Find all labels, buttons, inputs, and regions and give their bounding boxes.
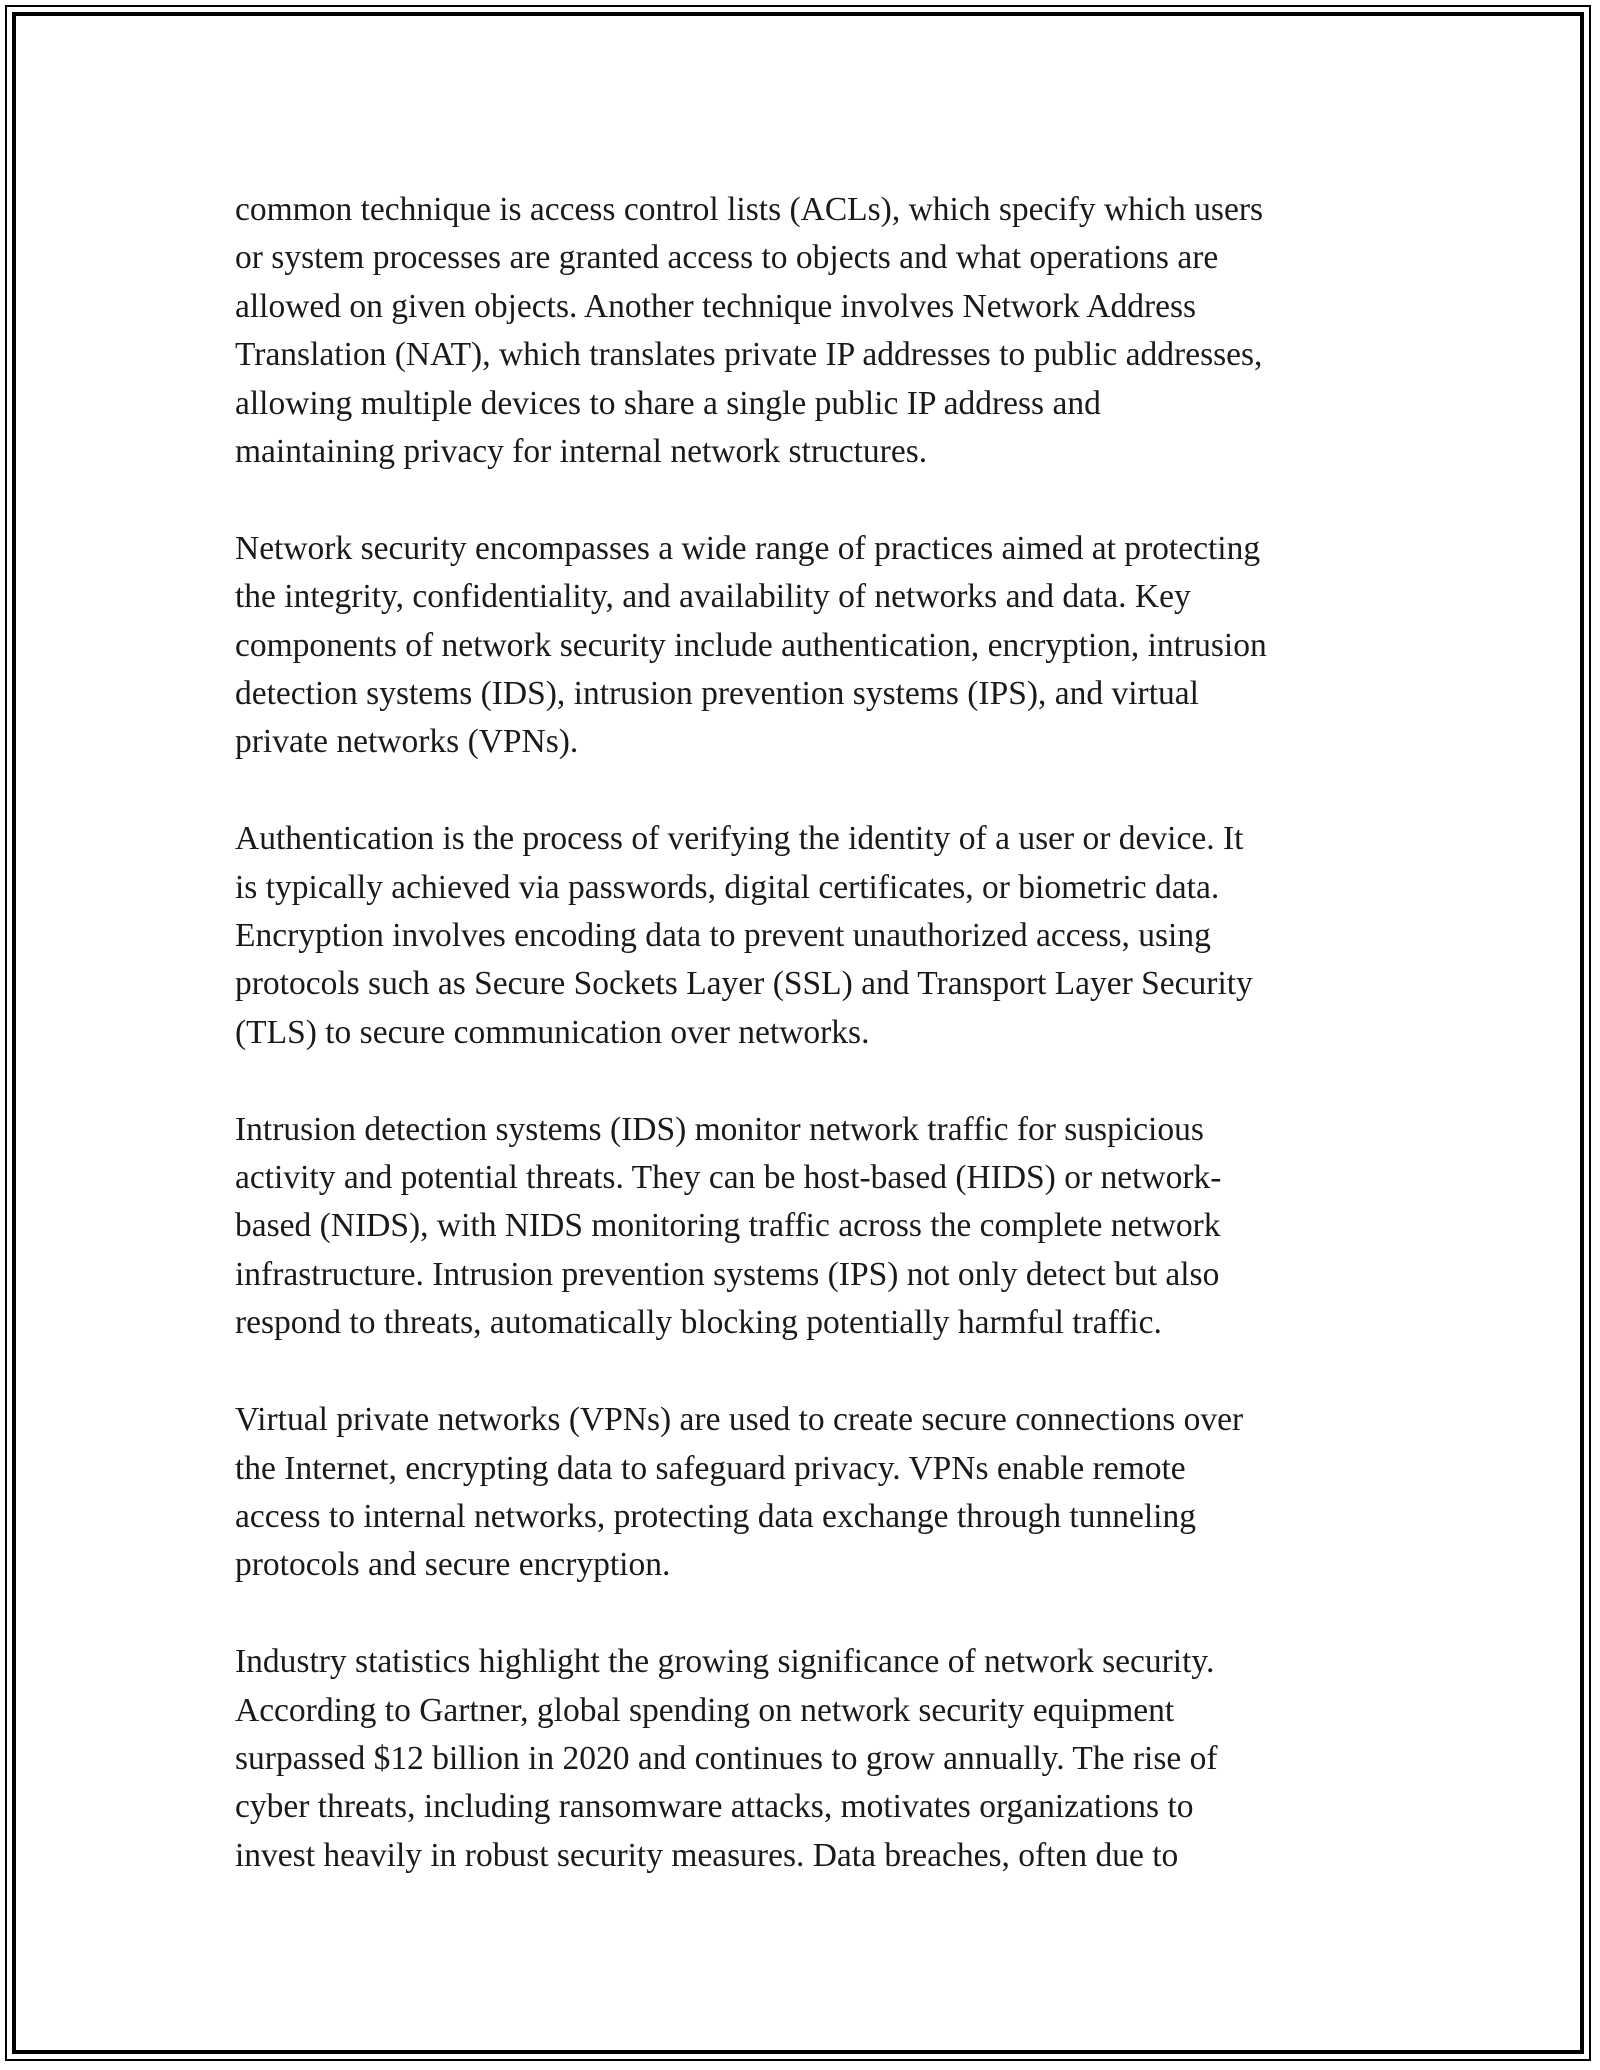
paragraph-vpn: Virtual private networks (VPNs) are used to create secure connections over the Internet, encrypting data to safeguard privacy. VPNs enable remote access to internal networks, protecting data exchange through tunneling protocols and secure encryption. [235, 1401, 1244, 1584]
paragraph-authentication: Authentication is the process of verifying the identity of a user or device. It is typically achieved via passwords, digital certificates, or biometric data. Encryption involves encoding data to prevent unauthorized access, using protocols such as Secure Sockets Layer (SSL) and Transport Layer Security (TLS) to secure communication over networks. [235, 820, 1253, 1051]
paragraph-access-control: common technique is access control lists (ACLs), which specify which users or system processes are granted access to objects and what operations are allowed on given objects. Another technique involves Network Address Translation (NAT), which translates private IP addresses to public addresses, allowing multiple devices to share a single public IP address and maintaining privacy for internal network structures. [235, 191, 1264, 471]
paragraph-network-security: Network security encompasses a wide range of practices aimed at protecting the integrity, confidentiality, and availability of networks and data. Key components of network security include authentication, encryption, intrusion detection systems (IDS), intrusion prevention systems (IPS), and virtual private networks (VPNs). [235, 529, 1267, 761]
paragraph-intrusion-detection: Intrusion detection systems (IDS) monitor network traffic for suspicious activity and potential threats. They can be host-based (HIDS) or network- based (NIDS), with NIDS monitoring traffic across the complete network infrastructure. Intrusion prevention systems (IPS) not only detect but also respond to threats, automatically blocking potentially harmful traffic. [235, 1110, 1222, 1342]
document-body [235, 186, 1375, 1880]
paragraph-industry-statistics: Industry statistics highlight the growing significance of network security. According to Gartner, global spending on network security equipment surpassed $12 billion in 2020 and continues to grow annually. The rise of cyber threats, including ransomware attacks, motivates organizations to invest heavily in robust security measures. Data breaches, often due to [235, 1643, 1218, 1874]
